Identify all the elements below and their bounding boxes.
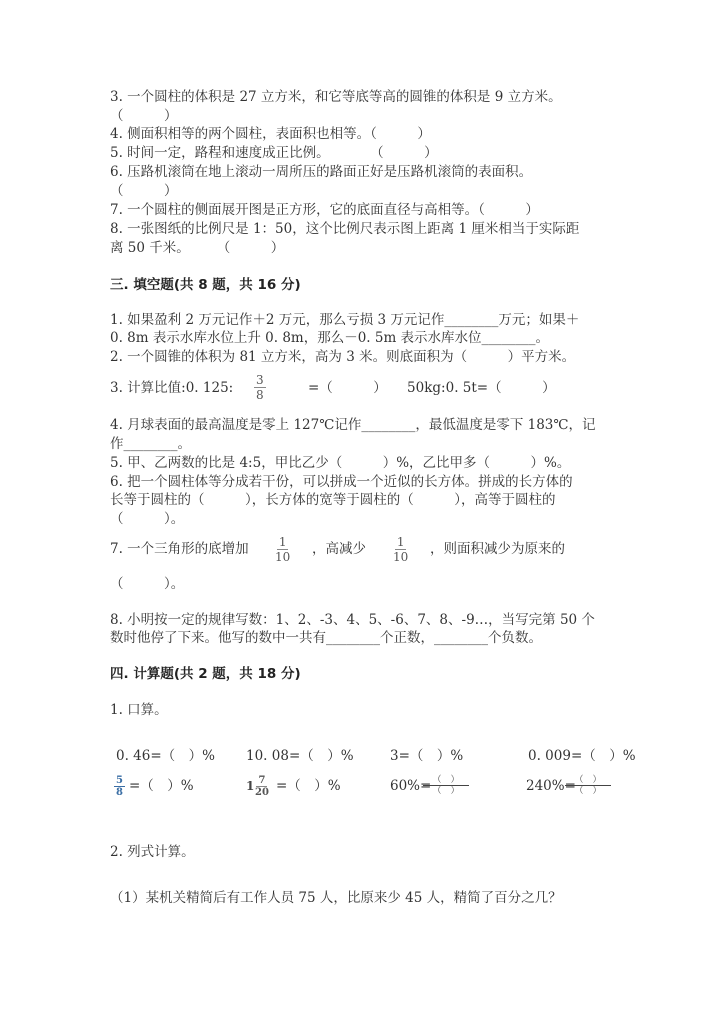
numerator: 7 <box>258 775 266 786</box>
section-heading: 三. 填空题(共 8 题，共 16 分) <box>110 277 301 293</box>
denominator: （ ） <box>574 786 602 796</box>
written-title: 2. 列式计算。 <box>110 844 195 860</box>
oral-item: 3=（ ）% <box>390 748 464 764</box>
fill-q7-mid: ，高减少 <box>312 541 366 557</box>
oral-item: =（ ）% <box>129 778 194 794</box>
fill-q8: 8. 小明按一定的规律写数：1、2、-3、4、5、-6、7、8、-9…，当写完第 50 个 <box>110 612 595 628</box>
fill-q1: 1. 如果盈利 2 万元记作＋2 万元，那么亏损 3 万元记作________万元；如果＋ <box>110 312 580 328</box>
fill-q8-cont: 数时他停了下来。他写的数中一共有________个正数，________个负数。 <box>110 630 542 646</box>
numerator: 3 <box>256 373 264 387</box>
fill-q7-answer: （ ）。 <box>110 576 185 592</box>
judge-q3-answer: （ ） <box>110 108 178 124</box>
oral-item: =（ ）% <box>276 778 341 794</box>
answer-fraction <box>423 775 469 796</box>
oral-item: 0. 009=（ ）% <box>528 748 636 764</box>
denominator: 8 <box>116 787 123 798</box>
answer-fraction <box>565 775 611 796</box>
fraction <box>114 775 125 798</box>
numerator: 1 <box>278 535 287 549</box>
fill-q2: 2. 一个圆锥的体积为 81 立方米，高为 3 米。则底面积为（ ）平方米。 <box>110 349 576 365</box>
fill-q4-cont: 作________。 <box>110 436 191 452</box>
numerator: （ ） <box>565 775 611 786</box>
fill-q4: 4. 月球表面的最高温度是零上 127℃记作________，最低温度是零下 183℃，记 <box>110 417 596 433</box>
mixed-whole: 1 <box>246 779 255 793</box>
judge-q3: 3. 一个圆柱的体积是 27 立方米，和它等底等高的圆锥的体积是 9 立方米。 <box>110 89 562 105</box>
judge-q8: 8. 一张图纸的比例尺是 1：50，这个比例尺表示图上距离 1 厘米相当于实际距 <box>110 221 580 237</box>
written-q1: （1）某机关精简后有工作人员 75 人，比原来少 45 人，精简了百分之几？ <box>110 890 562 906</box>
numerator: 1 <box>396 535 405 549</box>
denominator: 8 <box>256 388 264 402</box>
fill-q6-cont2: （ ）。 <box>110 511 185 527</box>
numerator: （ ） <box>423 775 469 786</box>
denominator: 20 <box>255 787 269 798</box>
oral-item: 60%= <box>390 778 432 794</box>
fill-q6-cont: 长等于圆柱的（ ），长方体的宽等于圆柱的（ ），高等于圆柱的 <box>110 492 556 508</box>
judge-q8-cont: 离 50 千米。 （ ） <box>110 240 285 256</box>
fraction <box>254 373 266 402</box>
denominator: 10 <box>393 550 409 564</box>
judge-q6-answer: （ ） <box>110 183 178 199</box>
denominator: （ ） <box>432 786 460 796</box>
oral-item: 10. 08=（ ）% <box>246 748 354 764</box>
fill-q3-rest: =（ ） 50kg:0. 5t=（ ） <box>308 380 556 396</box>
fill-q3: 3. 计算比值:0. 125: <box>110 380 234 396</box>
judge-q7: 7. 一个圆柱的侧面展开图是正方形，它的底面直径与高相等。（ ） <box>110 202 539 218</box>
denominator: 10 <box>275 550 291 564</box>
fill-q7: 7. 一个三角形的底增加 <box>110 541 249 557</box>
numerator: 5 <box>116 775 123 786</box>
fill-q7-suffix: ，则面积减少为原来的 <box>430 541 565 557</box>
fraction <box>393 535 408 564</box>
oral-item: 240%= <box>526 778 576 794</box>
oral-title: 1. 口算。 <box>110 702 168 718</box>
judge-q4: 4. 侧面积相等的两个圆柱，表面积也相等。（ ） <box>110 126 431 142</box>
judge-q6: 6. 压路机滚筒在地上滚动一周所压的路面正好是压路机滚筒的表面积。 <box>110 164 533 180</box>
section-heading: 四. 计算题(共 2 题，共 18 分) <box>110 666 301 682</box>
fraction <box>275 535 290 564</box>
fill-q1-cont: 0. 8m 表示水库水位上升 0. 8m，那么－0. 5m 表示水库水位________。 <box>110 330 550 346</box>
fill-q5: 5. 甲、乙两数的比是 4:5，甲比乙少（ ）%，乙比甲多（ ）%。 <box>110 455 571 471</box>
fraction <box>255 775 269 798</box>
judge-q5: 5. 时间一定，路程和速度成正比例。 （ ） <box>110 145 438 161</box>
oral-item: 0. 46=（ ）% <box>116 748 215 764</box>
fill-q6: 6. 把一个圆柱体等分成若干份，可以拼成一个近似的长方体。拼成的长方体的 <box>110 474 573 490</box>
